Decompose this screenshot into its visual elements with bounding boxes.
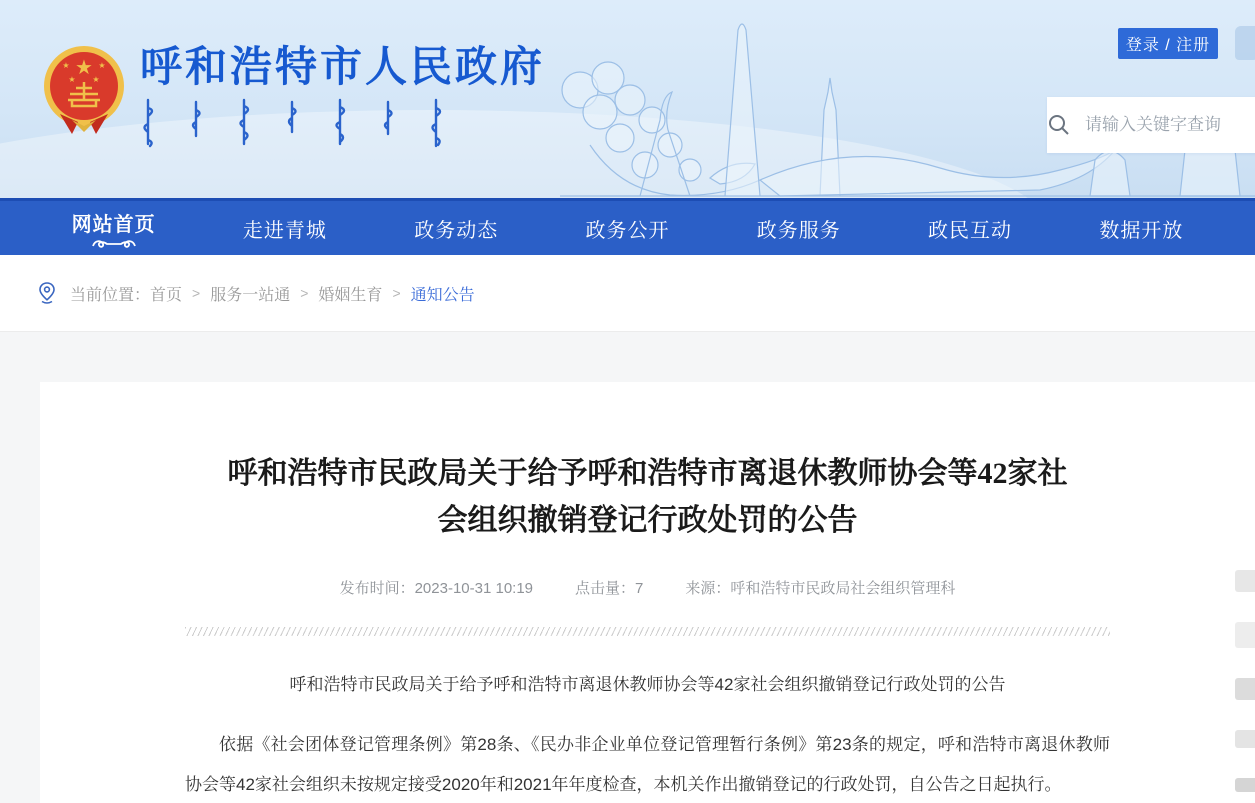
floating-toolbar-icon[interactable]: [1235, 778, 1255, 792]
article-source: [685, 577, 955, 598]
breadcrumb-separator: >: [392, 285, 401, 301]
publish-time: [340, 577, 533, 598]
nav-item-open-data[interactable]: [1056, 201, 1227, 255]
view-count-value: 7: [635, 580, 644, 597]
svg-text:★: ★: [98, 61, 106, 70]
nav-item-gov-news[interactable]: [371, 201, 542, 255]
floating-toolbar[interactable]: [1233, 570, 1255, 792]
svg-text:★: ★: [68, 75, 76, 84]
breadcrumb-bar: [0, 255, 1255, 332]
nav-item-label: 数据开放: [1099, 219, 1184, 242]
article-card: [40, 382, 1255, 803]
floating-toolbar-icon[interactable]: [1235, 622, 1255, 648]
breadcrumb-home[interactable]: 首页: [150, 286, 183, 304]
nav-item-label: 政民互动: [928, 219, 1013, 242]
svg-text:★: ★: [92, 75, 100, 84]
page-body: [0, 332, 1255, 803]
article-body-paragraph: 依据《社会团体登记管理条例》第28条、《民办非企业单位登记管理暂行条例》第23条的规定，呼和浩特市离退休教师协会等42家社会组织未按规定接受2020年和2021年年度检查，本机关作出撤销登记的行政处罚，自公告之日起执行。: [185, 735, 1110, 794]
main-navigation: [0, 198, 1255, 255]
nav-item-home[interactable]: [28, 201, 199, 255]
breadcrumb-prefix: 当前位置：: [70, 286, 151, 304]
svg-text:★: ★: [75, 57, 93, 79]
national-emblem-logo: [42, 44, 126, 136]
location-pin-icon: [38, 282, 56, 304]
nav-item-label: 网站首页: [71, 213, 156, 236]
svg-text:★: ★: [62, 61, 70, 70]
floating-toolbar-icon[interactable]: [1235, 730, 1255, 748]
view-count: [575, 577, 643, 598]
nav-item-gov-disclosure[interactable]: [542, 201, 713, 255]
publish-time-value: 2023-10-31 10:19: [414, 580, 534, 597]
nav-item-gov-services[interactable]: [713, 201, 884, 255]
nav-item-label: 政务公开: [585, 219, 670, 242]
nav-item-public-interaction[interactable]: [884, 201, 1055, 255]
article-title: 呼和浩特市民政局关于给予呼和浩特市离退休教师协会等42家社会组织撤销登记行政处罚的公告: [227, 457, 1068, 537]
article-source-label: 来源：: [685, 580, 731, 597]
article-meta: [185, 577, 1110, 598]
article-body-heading: 呼和浩特市民政局关于给予呼和浩特市离退休教师协会等42家社会组织撤销登记行政处罚的公告: [289, 675, 1006, 694]
mongolian-script: [140, 98, 450, 148]
site-title: 呼和浩特市人民政府: [140, 43, 546, 90]
breadcrumb-separator: >: [300, 285, 309, 301]
breadcrumb-service[interactable]: 服务一站通: [210, 286, 291, 304]
publish-time-label: 发布时间：: [339, 580, 415, 597]
flower-art: [562, 62, 760, 195]
header-widget-icon[interactable]: [1235, 26, 1255, 60]
breadcrumb-marriage[interactable]: 婚姻生育: [318, 286, 383, 304]
site-brand: [42, 44, 545, 153]
nav-item-label: 走进青城: [242, 219, 327, 242]
floating-toolbar-icon[interactable]: [1235, 678, 1255, 700]
breadcrumb-current[interactable]: 通知公告: [410, 286, 475, 304]
article-source-value: 呼和浩特市民政局社会组织管理科: [730, 580, 956, 597]
nav-item-label: 政务动态: [414, 219, 499, 242]
view-count-label: 点击量：: [575, 580, 636, 597]
login-register-button[interactable]: 登录 / 注册: [1118, 28, 1218, 59]
breadcrumb-separator: >: [192, 285, 201, 301]
breadcrumb: [38, 282, 475, 305]
hatched-divider: [185, 627, 1110, 636]
search-input[interactable]: [1071, 115, 1255, 135]
active-nav-ornament: [91, 239, 137, 249]
floating-toolbar-icon[interactable]: [1235, 570, 1255, 592]
search-icon[interactable]: [1047, 113, 1071, 137]
nav-item-label: 政务服务: [756, 219, 841, 242]
search-box: [1047, 97, 1255, 153]
nav-item-about-city[interactable]: [199, 201, 370, 255]
site-header: [0, 0, 1255, 198]
